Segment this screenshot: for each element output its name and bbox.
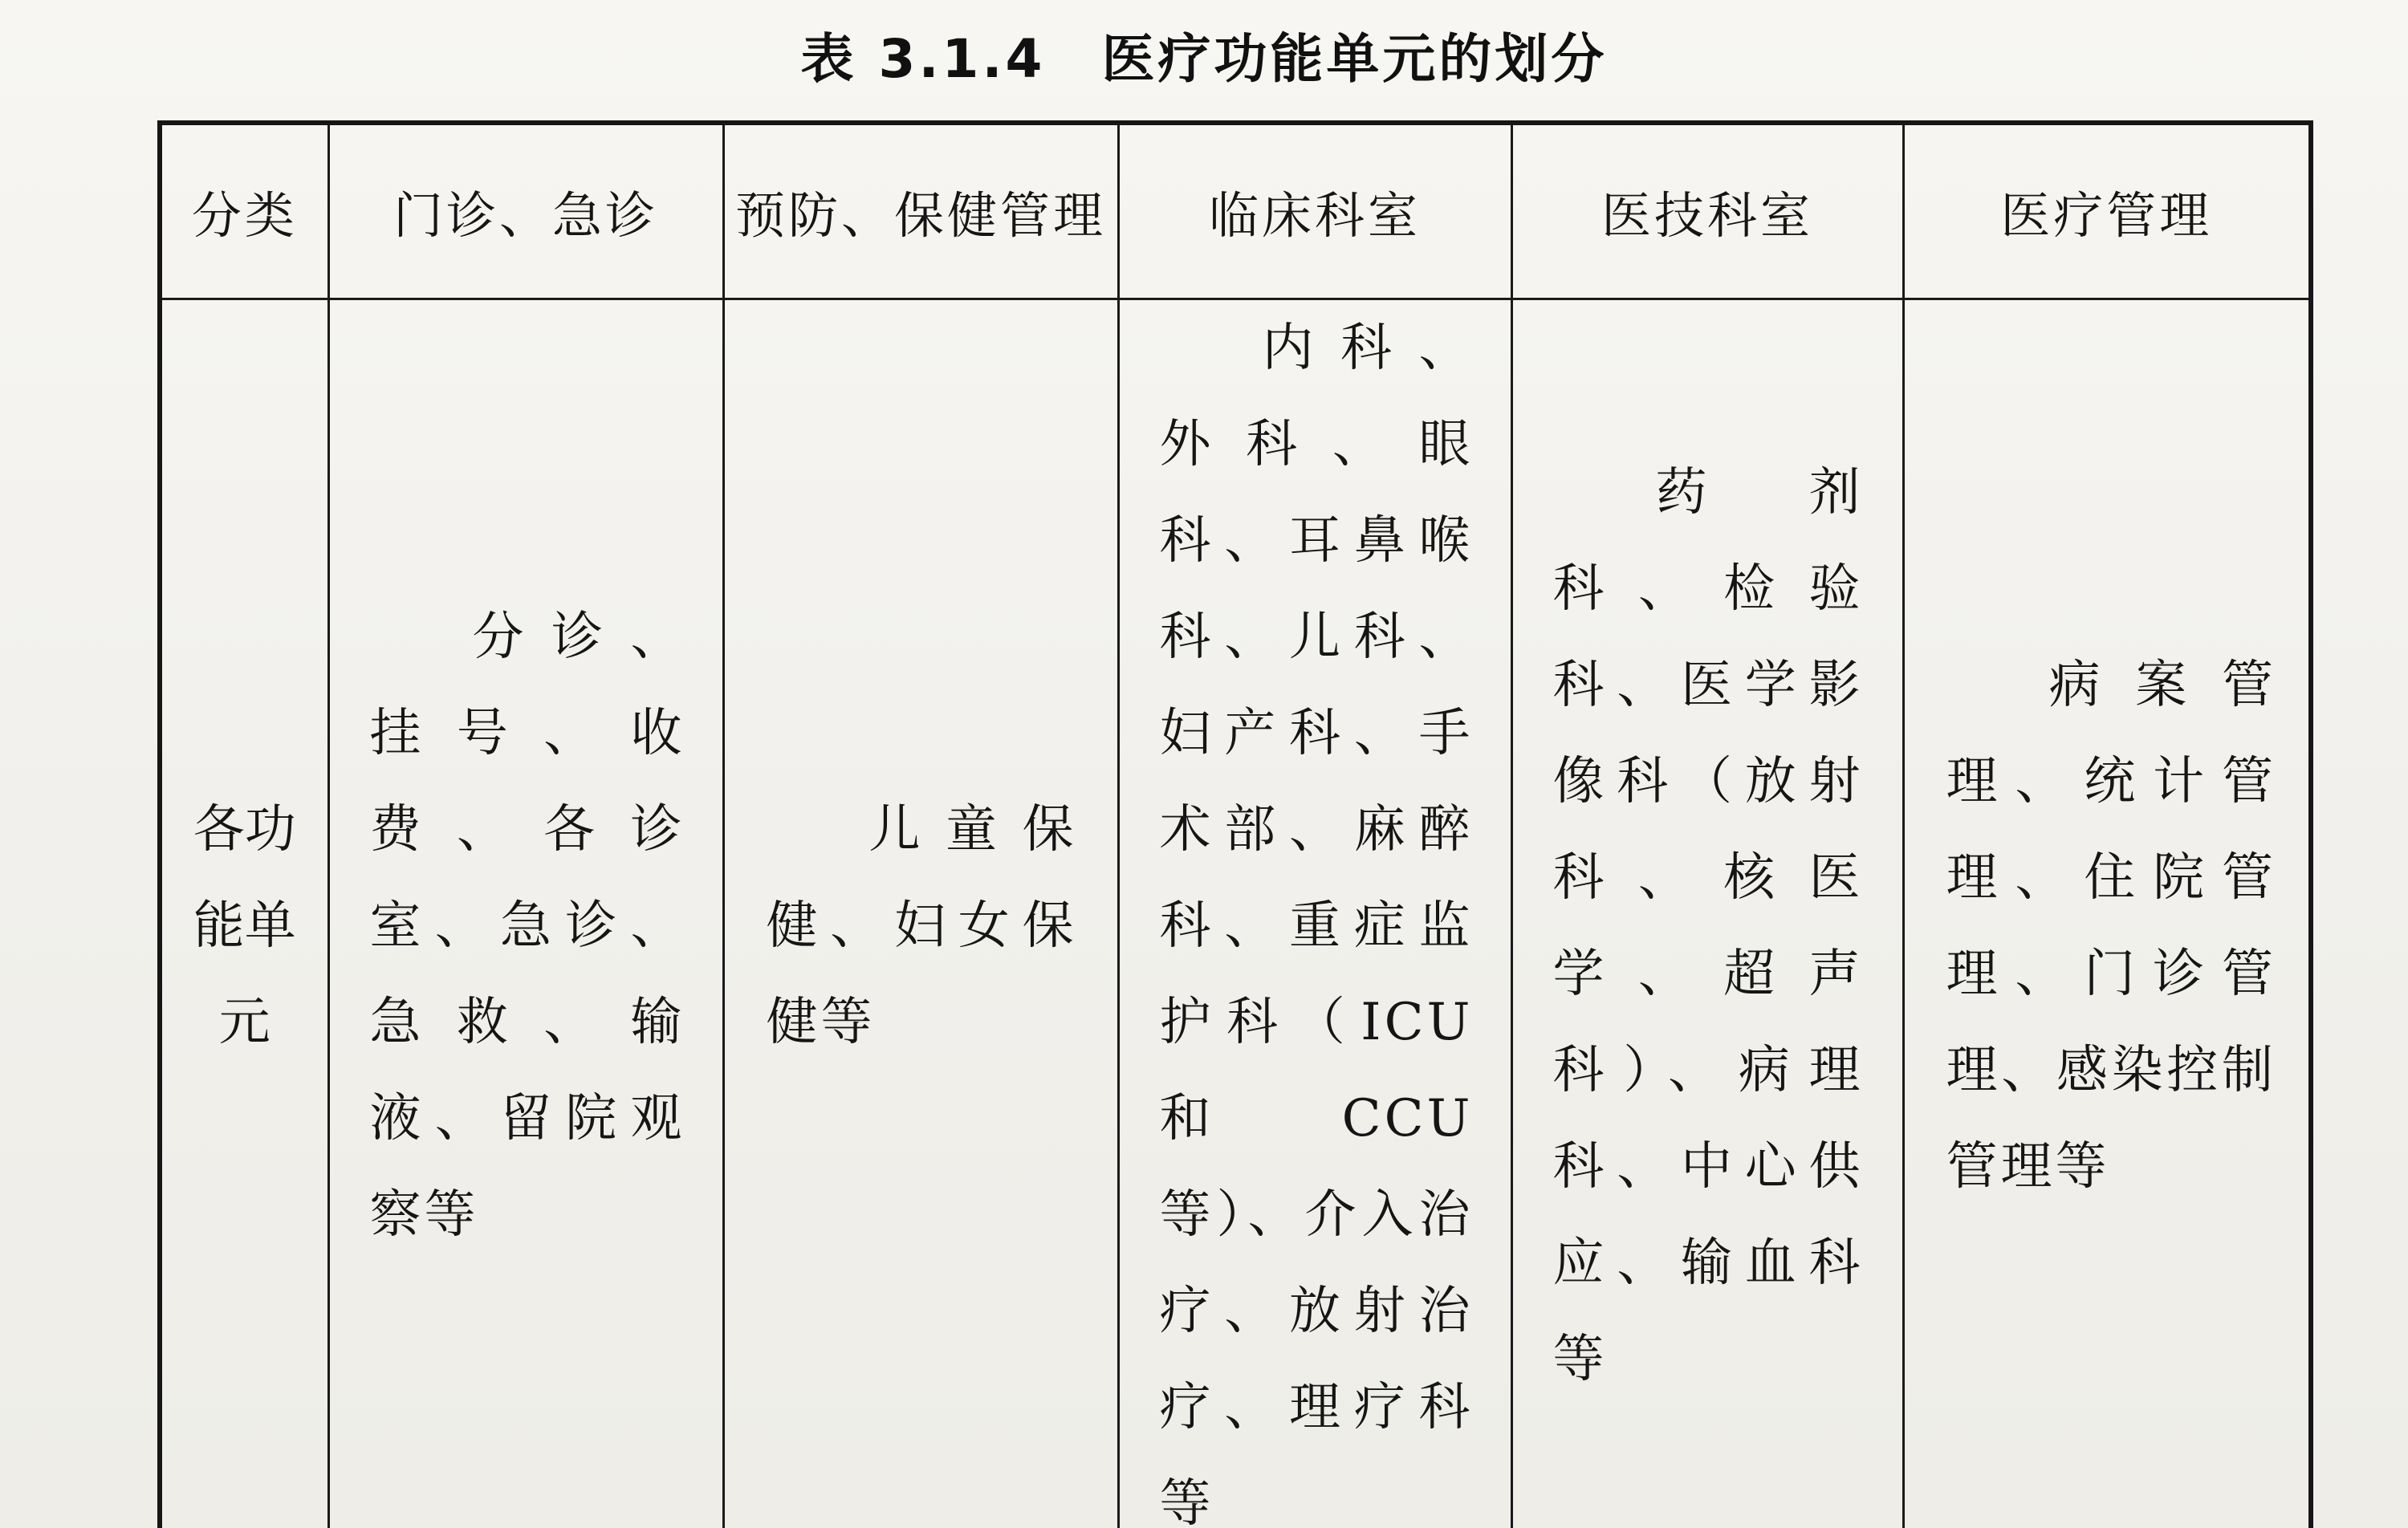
cell-medical-management-text: 病案管理、统计管理、住院管理、门诊管理、感染控制管理等 xyxy=(1946,656,2276,1197)
cell-prevention-healthcare xyxy=(723,299,1118,1528)
table-title-text: 医疗功能单元的划分 xyxy=(1101,28,1608,90)
table-number: 表 3.1.4 xyxy=(800,28,1046,90)
header-clinical-departments: 临床科室 xyxy=(1118,123,1511,299)
header-outpatient-emergency: 门诊、急诊 xyxy=(328,123,723,299)
table-row xyxy=(160,299,2311,1528)
cell-medical-management xyxy=(1903,299,2311,1528)
cell-clinical-departments xyxy=(1118,299,1511,1528)
header-prevention-healthcare: 预防、保健管理 xyxy=(723,123,1118,299)
row-label-text: 各功能单元 xyxy=(193,800,296,1052)
header-medical-technology: 医技科室 xyxy=(1511,123,1903,299)
header-medical-management: 医疗管理 xyxy=(1903,123,2311,299)
cell-medical-technology-text: 药剂科、检验科、医学影像科（放射科、核医学、超声科）、病理科、中心供应、输血科等 xyxy=(1552,463,1864,1389)
table-header-row xyxy=(160,123,2311,299)
functional-units-table xyxy=(157,120,2313,1528)
cell-outpatient-emergency-text: 分诊、挂号、收费、各诊室、急诊、急救、输液、留院观察等 xyxy=(369,608,685,1245)
row-label xyxy=(160,299,328,1528)
header-category: 分类 xyxy=(160,123,328,299)
cell-clinical-departments-text: 内科、外科、眼科、耳鼻喉科、儿科、妇产科、手术部、麻醉科、重症监护科（ICU 和 CCU 等）、介入治疗、放射治疗、理疗科等 xyxy=(1159,319,1474,1528)
table-title xyxy=(0,16,2408,92)
cell-outpatient-emergency xyxy=(328,299,723,1528)
cell-prevention-healthcare-text: 儿童保健、妇女保健等 xyxy=(766,800,1077,1052)
cell-medical-technology xyxy=(1511,299,1903,1528)
